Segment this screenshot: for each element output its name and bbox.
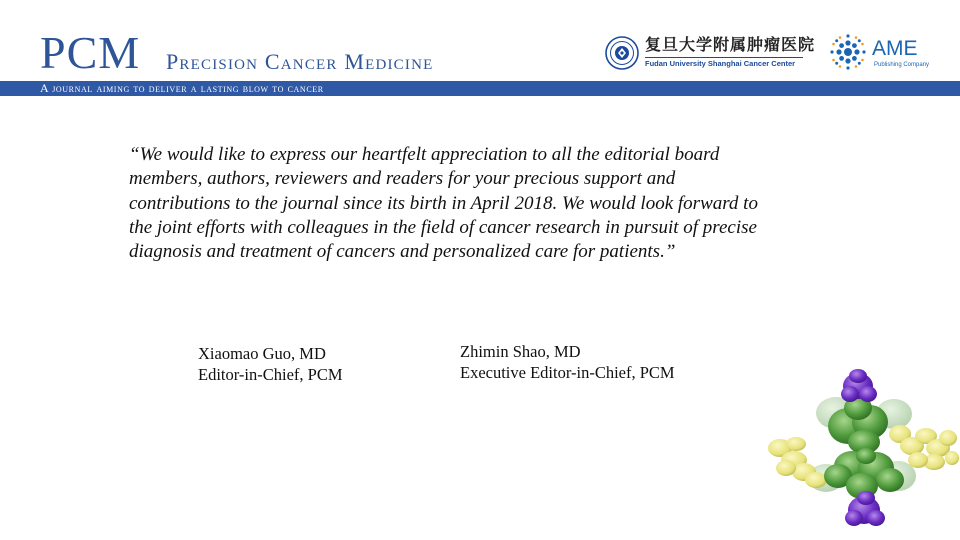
divider <box>645 57 803 58</box>
brand-name: Precision Cancer Medicine <box>166 49 434 74</box>
signature-executive-editor <box>460 341 675 383</box>
ame-dots-icon <box>830 34 866 70</box>
protein-structure-icon <box>766 368 960 534</box>
brand-logo: PCM <box>40 27 141 78</box>
signature-title: Executive Editor-in-Chief, PCM <box>460 363 675 382</box>
signature-title: Editor-in-Chief, PCM <box>198 365 343 384</box>
signature-name: Xiaomao Guo, MD <box>198 344 326 363</box>
quote-text: “We would like to express our heartfelt appreciation to all the editorial board members, authors, reviewers and readers for your precious support and contributions to the journal since its birth in April 2018. We would look forward to the joint efforts with colleagues in the field of cancer research in pursuit of precise diagnosis and treatment of cancers and personalized care for patients.” <box>129 144 758 263</box>
fudan-name-en: Fudan University Shanghai Cancer Center <box>645 59 796 68</box>
fudan-name-cn: 复旦大学附属肿瘤医院 <box>645 35 816 54</box>
fudan-logo <box>605 34 816 72</box>
tagline: A journal aiming to deliver a lasting blow to cancer <box>40 81 324 95</box>
signature-name: Zhimin Shao, MD <box>460 342 581 361</box>
ame-name: AME <box>872 37 918 60</box>
fudan-seal-icon <box>605 36 639 70</box>
ame-logo <box>830 34 940 74</box>
header <box>0 0 960 96</box>
signature-editor-in-chief <box>198 343 343 385</box>
ame-sub: Publishing Company <box>874 62 930 68</box>
